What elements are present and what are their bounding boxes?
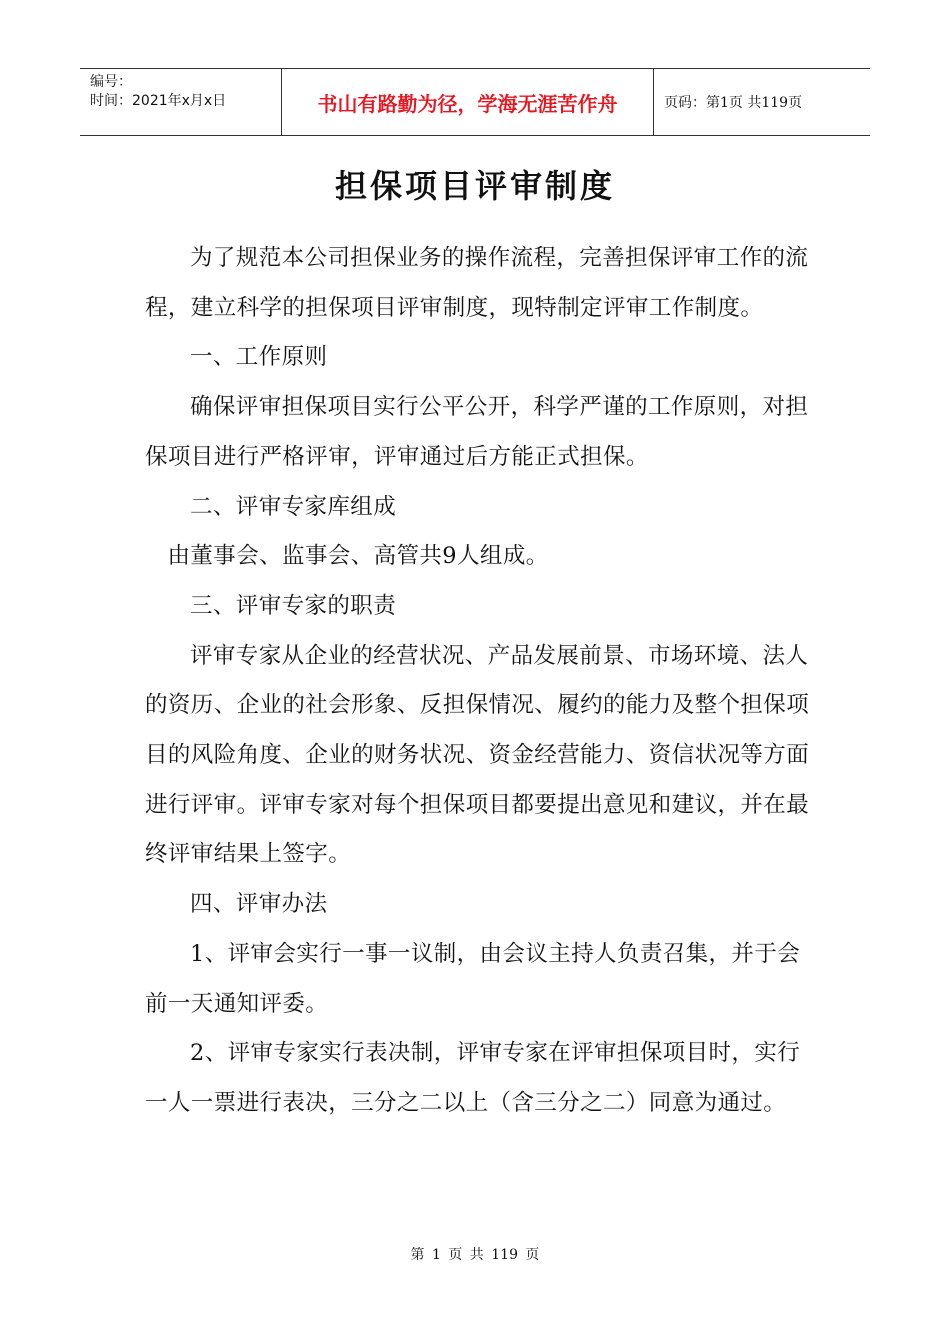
section-heading-expert-pool: 二、评审专家库组成 — [190, 493, 397, 520]
section-heading-principles: 一、工作原则 — [190, 344, 328, 371]
page-header — [80, 68, 870, 136]
section-heading-methods: 四、评审办法 — [190, 891, 328, 918]
expert-pool-paragraph: 由董事会、监事会、高管共9人组成。 — [167, 543, 549, 570]
header-meta-cell — [80, 69, 282, 135]
document-time-label: 时间：2021年x月x日 — [90, 93, 227, 109]
method-item-1: 1、评审会实行一事一议制，由会议主持人负责召集，并于会前一天通知评委。 — [145, 940, 801, 1017]
document-title: 担保项目评审制度 — [334, 167, 615, 205]
duties-paragraph: 评审专家从企业的经营状况、产品发展前景、市场环境、法人的资历、企业的社会形象、反担保情况、履约的能力及整个担保项目的风险角度、企业的财务状况、资金经营能力、资信状况等方面进行评审。评审专家对每个担保项目都要提出意见和建议，并在最终评审结果上签字。 — [145, 642, 810, 868]
principles-paragraph: 确保评审担保项目实行公平公开，科学严谨的工作原则，对担保项目进行严格评审，评审通过后方能正式担保。 — [145, 394, 809, 470]
document-number-label: 编号： — [90, 74, 132, 90]
header-page-info: 页码：第1页 共119页 — [664, 95, 803, 111]
page-footer: 第 1 页 共 119 页 — [410, 1247, 540, 1263]
document-body — [145, 234, 810, 1129]
intro-paragraph: 为了规范本公司担保业务的操作流程，完善担保评审工作的流程，建立科学的担保项目评审制度，现特制定评审工作制度。 — [145, 245, 809, 321]
section-heading-duties: 三、评审专家的职责 — [190, 592, 397, 619]
method-item-2: 2、评审专家实行表决制，评审专家在评审担保项目时，实行一人一票进行表决，三分之二以上（含三分之二）同意为通过。 — [145, 1040, 801, 1116]
header-motto: 书山有路勤为径，学海无涯苦作舟 — [282, 69, 654, 135]
